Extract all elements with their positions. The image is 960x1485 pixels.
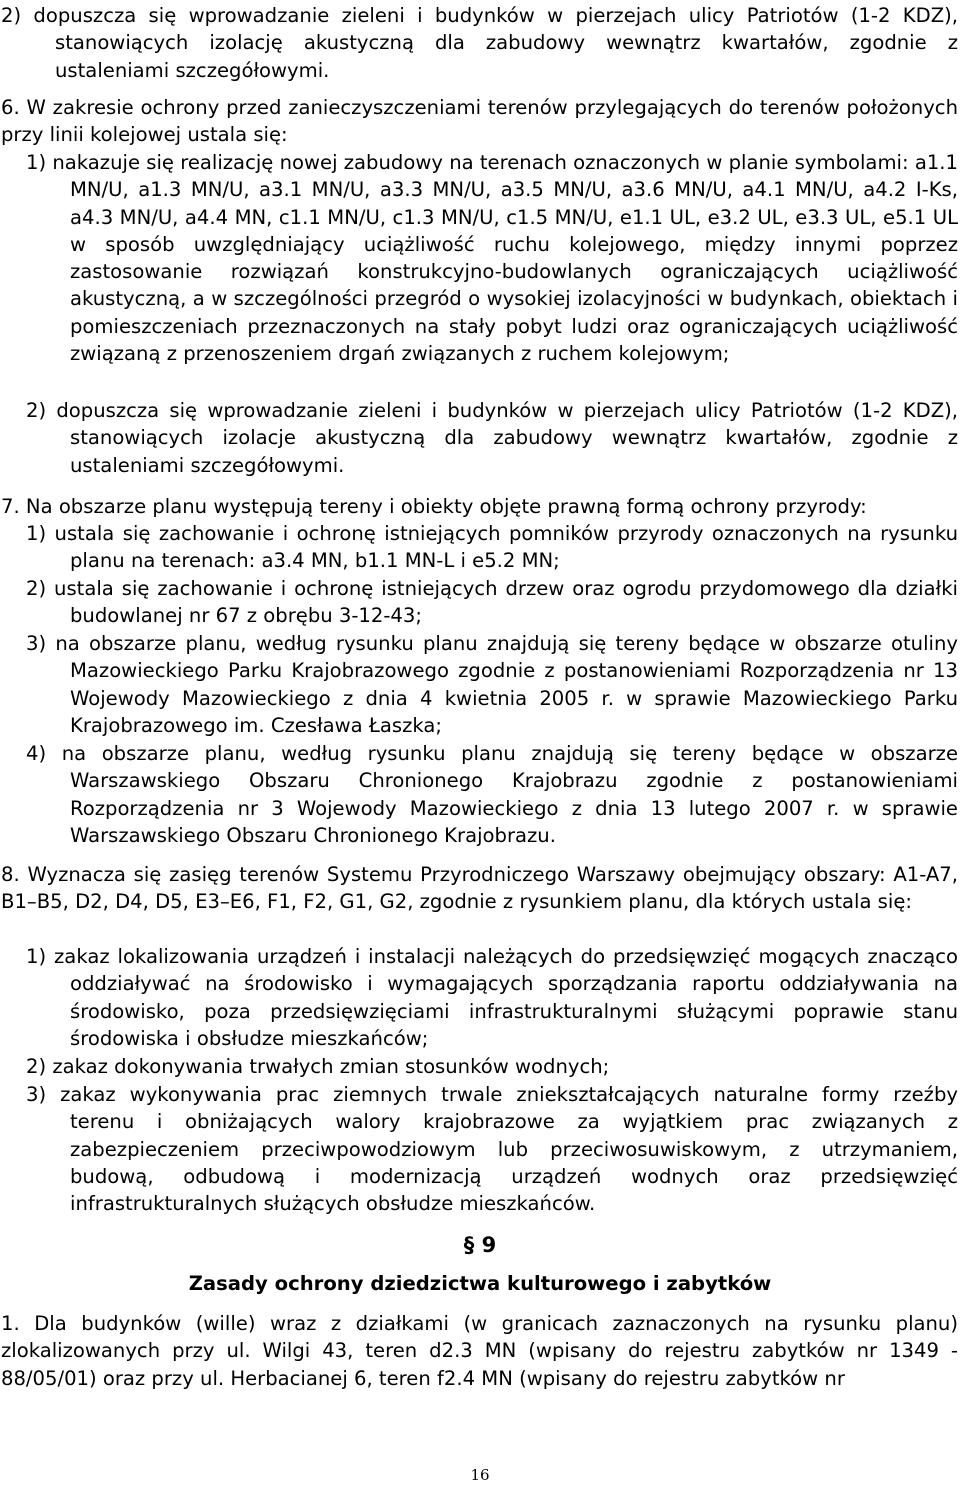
- paragraph-8-item-2: 2) zakaz dokonywania trwałych zmian stosunków wodnych;: [26, 1055, 610, 1078]
- paragraph-8-item-1: 1) zakaz lokalizowania urządzeń i instalacji należących do przedsięwzięć mogących znacząco oddziaływać na środowisko i wymagających sporządzania raportu oddziaływania na środowisko, poza przedsięwzięciami infrastrukturalnymi służącymi poprawie stanu środowiska i obsłudze mieszkańców;: [26, 945, 958, 1050]
- paragraph-7-item-1: 1) ustala się zachowanie i ochronę istniejących pomników przyrody oznaczonych na rysunku planu na terenach: a3.4 MN, b1.1 MN-L i e5.2 MN;: [26, 522, 958, 573]
- paragraph-7-item-2: 2) ustala się zachowanie i ochronę istniejących drzew oraz ogrodu przydomowego dla działki budowlanej nr 67 z obrębu 3-12-43;: [26, 577, 958, 628]
- paragraph-6-item-1: 1) nakazuje się realizację nowej zabudowy na terenach oznaczonych w planie symbolami: a1.1 MN/U, a1.3 MN/U, a3.1 MN/U, a3.3 MN/U, a3.5 MN/U, a3.6 MN/U, a4.1 MN/U, a4.2 I-Ks, a4.3 MN/U, a4.4 MN, c1.1 MN/U, c1.3 MN/U, c1.5 MN/U, e1.1 UL, e3.2 UL, e3.3 UL, e5.1 UL w sposób uwzględniający uciążliwość ruchu kolejowego, między innymi poprzez zastosowanie rozwiązań konstrukcyjno-budowlanych ograniczających uciążliwość akustyczną, a w szczególności przegród o wysokiej izolacyjności w budynkach, obiektach i pomieszczeniach przeznaczonych na stały pobyt ludzi oraz ograniczających uciążliwość związaną z przenoszeniem drgań związanych z ruchem kolejowym;: [26, 151, 958, 366]
- section-title: Zasady ochrony dziedzictwa kulturowego i zabytków: [188, 1272, 772, 1295]
- section-number: § 9: [463, 1233, 497, 1257]
- paragraph-7-item-3: 3) na obszarze planu, według rysunku planu znajdują się tereny będące w obszarze otuliny Mazowieckiego Parku Krajobrazowego zgodnie z postanowieniami Rozporządzenia nr 13 Wojewody Mazowieckiego z dnia 4 kwietnia 2005 r. w sprawie Mazowieckiego Parku Krajobrazowego im. Czesława Łaszka;: [26, 632, 958, 737]
- paragraph-8-lead: 8. Wyznacza się zasięg terenów Systemu Przyrodniczego Warszawy obejmujący obszary: A1-A7, B1–B5, D2, D4, D5, E3–E6, F1, F2, G1, G2, zgodnie z rysunkiem planu, dla których ustala się:: [1, 863, 958, 914]
- paragraph-6-lead: 6. W zakresie ochrony przed zanieczyszczeniami terenów przylegających do terenów położonych przy linii kolejowej ustala się:: [1, 96, 958, 147]
- page-number: 16: [470, 1466, 490, 1484]
- continued-list-item: 2) dopuszcza się wprowadzanie zieleni i budynków w pierzejach ulicy Patriotów (1-2 KDZ), stanowiących izolację akustyczną dla zabudowy wewnątrz kwartałów, zgodnie z ustaleniami szczegółowymi.: [1, 4, 958, 82]
- paragraph-8-item-3: 3) zakaz wykonywania prac ziemnych trwale zniekształcających naturalne formy rzeźby terenu i obniżających walory krajobrazowe za wyjątkiem prac związanych z zabezpieczeniem przeciwpowodziowym lub przeciwosuwiskowym, z utrzymaniem, budową, odbudową i modernizacją urządzeń wodnych oraz przedsięwzięć infrastrukturalnych służących obsłudze mieszkańców.: [26, 1083, 958, 1216]
- section-9-paragraph-1: 1. Dla budynków (wille) wraz z działkami (w granicach zaznaczonych na rysunku planu) zlokalizowanych przy ul. Wilgi 43, teren d2.3 MN (wpisany do rejestru zabytków nr 1349 - 88/05/01) oraz przy ul. Herbacianej 6, teren f2.4 MN (wpisany do rejestru zabytków nr: [1, 1312, 958, 1390]
- paragraph-7-item-4: 4) na obszarze planu, według rysunku planu znajdują się tereny będące w obszarze Warszawskiego Obszaru Chronionego Krajobrazu zgodnie z postanowieniami Rozporządzenia nr 3 Wojewody Mazowieckiego z dnia 13 lutego 2007 r. w sprawie Warszawskiego Obszaru Chronionego Krajobrazu.: [26, 742, 958, 847]
- paragraph-6-item-2: 2) dopuszcza się wprowadzanie zieleni i budynków w pierzejach ulicy Patriotów (1-2 KDZ), stanowiących izolacje akustyczną dla zabudowy wewnątrz kwartałów, zgodnie z ustaleniami szczegółowymi.: [26, 399, 958, 477]
- paragraph-7-lead: 7. Na obszarze planu występują tereny i obiekty objęte prawną formą ochrony przyrody:: [1, 495, 867, 518]
